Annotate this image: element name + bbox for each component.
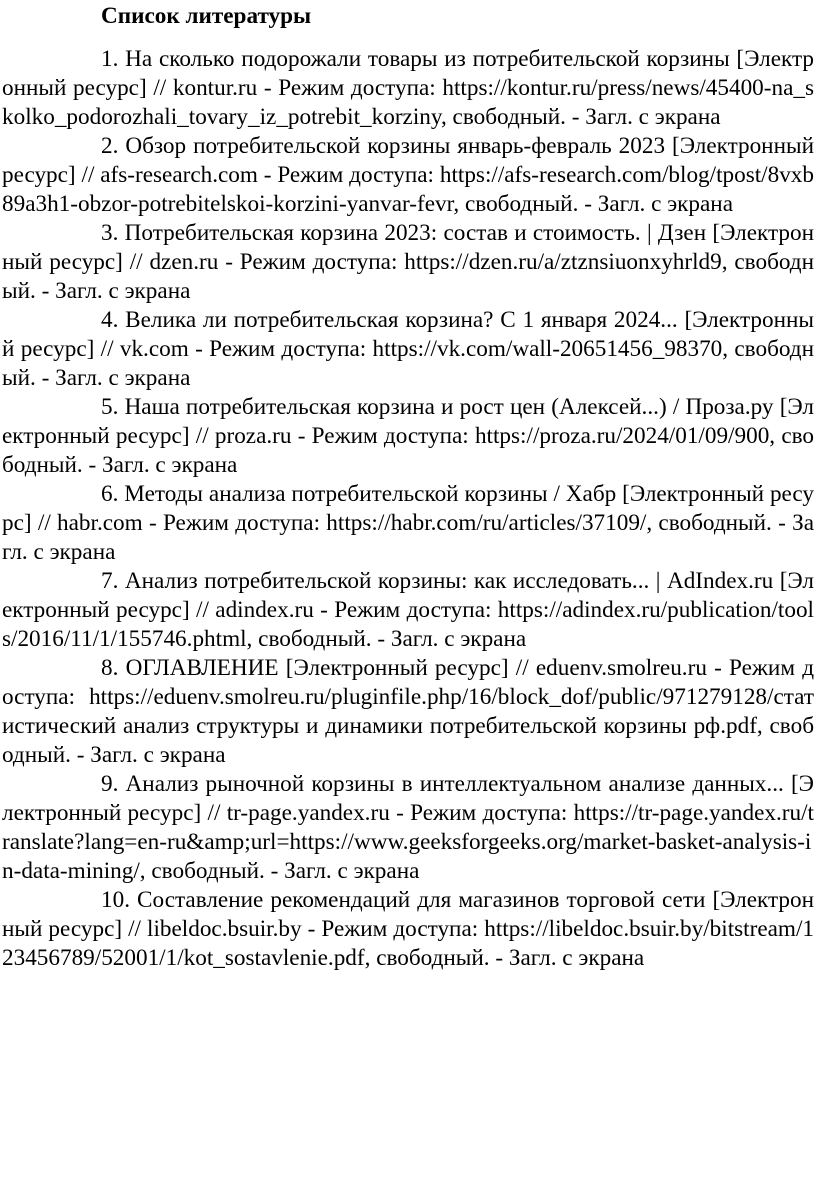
reference-entry-9: 9. Анализ рыночной корзины в интеллектуальном анализе данных... [Электронный ресурс] // tr-page.yandex.ru - Режим доступа: https://tr-page.yandex.ru/translate?lang=en-ru&amp;url=https://www.geeksforgeeks.org/market-basket-analysis-in-data-mining/, свободный. - Загл. с экрана — [2, 771, 814, 884]
reference-entry-8: 8. ОГЛАВЛЕНИЕ [Электронный ресурс] // eduenv.smolreu.ru - Режим доступа: https://eduenv.smolreu.ru/pluginfile.php/16/block_dof/public/971279128/статистический анализ структуры и динамики потребительской корзины рф.pdf, свободный. - Загл. с экрана — [2, 655, 814, 768]
reference-entry-4: 4. Велика ли потребительская корзина? С 1 января 2024... [Электронный ресурс] // vk.com - Режим доступа: https://vk.com/wall-20651456_98370, свободный. - Загл. с экрана — [2, 307, 814, 391]
reference-entry-1: 1. На сколько подорожали товары из потребительской корзины [Электронный ресурс] // kontur.ru - Режим доступа: https://kontur.ru/press/news/45400-na_skolko_podorozhali_tovary_iz_potrebit_korziny, свободный. - Загл. с экрана — [2, 46, 814, 130]
reference-entry-7: 7. Анализ потребительской корзины: как исследовать... | AdIndex.ru [Электронный ресурс] // adindex.ru - Режим доступа: https://adindex.ru/publication/tools/2016/11/1/155746.phtml, свободный. - Загл. с экрана — [2, 568, 814, 652]
reference-entry-5: 5. Наша потребительская корзина и рост цен (Алексей...) / Проза.ру [Электронный ресурс] // proza.ru - Режим доступа: https://proza.ru/2024/01/09/900, свободный. - Загл. с экрана — [2, 394, 814, 478]
reference-entry-3: 3. Потребительская корзина 2023: состав и стоимость. | Дзен [Электронный ресурс] // dzen.ru - Режим доступа: https://dzen.ru/a/ztznsiuonxyhrld9, свободный. - Загл. с экрана — [2, 220, 814, 304]
page-title: Список литературы — [101, 3, 312, 29]
reference-entry-10: 10. Составление рекомендаций для магазинов торговой сети [Электронный ресурс] // libeldoc.bsuir.by - Режим доступа: https://libeldoc.bsuir.by/bitstream/123456789/52001/1/kot_sostavlenie.pdf, свободный. - Загл. с экрана — [2, 887, 814, 971]
document-page — [2, 2, 814, 973]
reference-entry-6: 6. Методы анализа потребительской корзины / Хабр [Электронный ресурс] // habr.com - Режим доступа: https://habr.com/ru/articles/37109/, свободный. - Загл. с экрана — [2, 481, 814, 565]
reference-entry-2: 2. Обзор потребительской корзины январь-февраль 2023 [Электронный ресурс] // afs-research.com - Режим доступа: https://afs-research.com/blog/tpost/8vxb89a3h1-obzor-potrebitelskoi-korzini-yanvar-fevr, свободный. - Загл. с экрана — [2, 133, 814, 217]
